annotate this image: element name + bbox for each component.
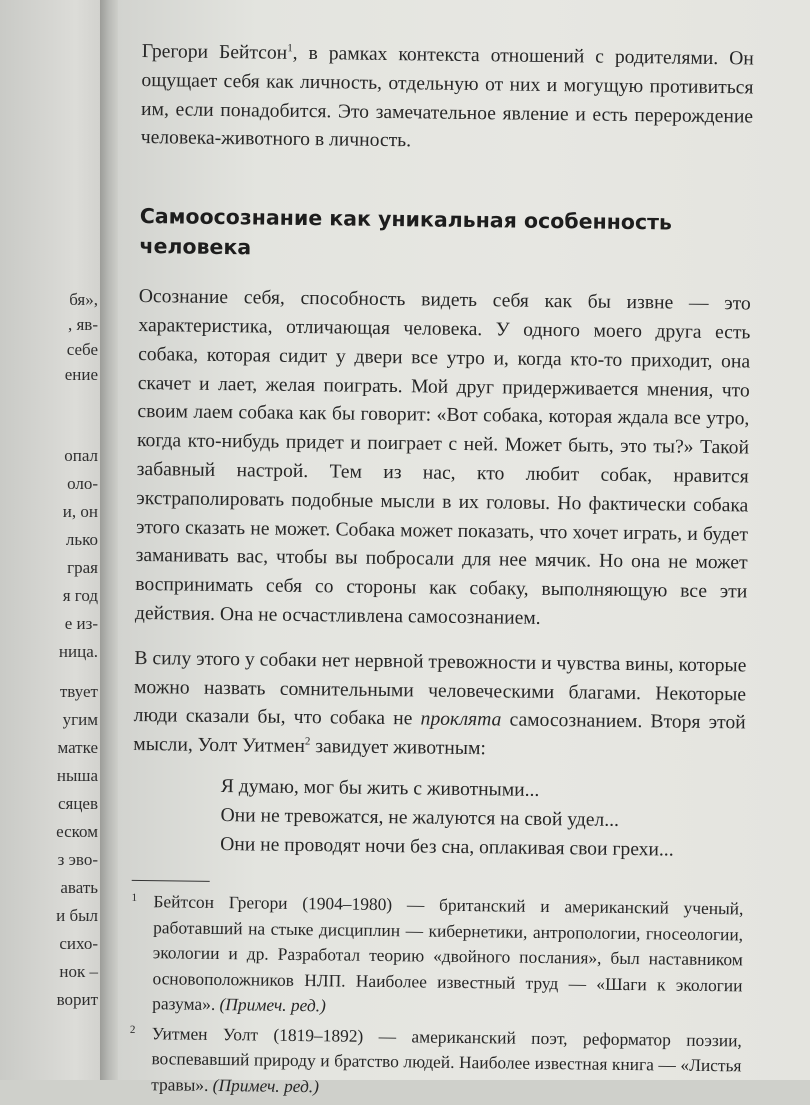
facing-page-fragment: твует — [59, 682, 98, 701]
emphasis-word: проклята — [420, 708, 502, 731]
facing-page-fragment: сяцев — [57, 794, 98, 813]
facing-page-fragment: авать — [60, 878, 98, 897]
facing-page-fragment: лько — [65, 530, 98, 549]
facing-page-fragment: грая — [67, 558, 98, 577]
facing-page — [0, 0, 108, 1080]
footnote-number: 2 — [129, 1023, 136, 1036]
editor-note: (Примеч. ред.) — [212, 1074, 320, 1097]
footnote-ref-1: 1 — [287, 42, 293, 55]
footnote-ref-2: 2 — [304, 735, 311, 748]
facing-page-fragment: оло- — [67, 474, 98, 493]
facing-page-fragment: опал — [64, 446, 98, 465]
poem-line: Они не проводят ночи без сна, оплакивая свои грехи... — [220, 833, 674, 861]
facing-page-fragment: и был — [56, 906, 98, 925]
footnote-1 — [130, 889, 744, 1024]
facing-page-fragment: и, он — [62, 502, 98, 521]
facing-page-fragment: еском — [56, 822, 98, 841]
facing-page-fragment: сихо- — [59, 934, 98, 953]
poem-line: Они не тревожатся, не жалуются на свой удел... — [220, 804, 620, 831]
facing-page-fragment: ница. — [58, 642, 98, 661]
facing-page-fragment: ворит — [56, 990, 98, 1009]
paragraph2-text-2: самосознанием. Вторя этой мысли, Уолт Уитмен — [133, 709, 746, 758]
footnote-divider — [132, 880, 210, 882]
facing-page-fragment: , яв- — [67, 315, 98, 334]
facing-page-fragment: угим — [62, 710, 98, 729]
facing-page-fragment: нок – — [59, 962, 98, 981]
facing-page-fragment: себе — [66, 340, 98, 359]
footnote-text: Бейтсон Грегори (1904–1980) — британский и американский ученый, работавший на стыке дисциплин — кибернетики, антропологии, гносеологии, экологии и др. Разработал теорию «двойного послания», был наставником основоположников НЛП. Наиболее известный труд — «Шаги к экологии разума». — [152, 891, 744, 1015]
facing-page-fragment: я год — [62, 586, 98, 605]
intro-text-end: , в рамках контекста отношений с родителями. Он ощущает себя как личность, отдельную от них и могущую противиться им, если понадобится. Это замечательное явление и есть перерождение человека-животного в личность. — [140, 42, 754, 152]
facing-page-fragment: ение — [64, 365, 98, 384]
facing-page-fragment: матке — [57, 738, 98, 757]
intro-paragraph — [141, 38, 754, 161]
facing-page-fragment: з эво- — [57, 850, 98, 869]
section-heading: Самоосознание как уникальная особенность человека — [139, 204, 673, 260]
page-content — [129, 38, 754, 1105]
intro-text-start: Грегори Бейтсон — [141, 40, 288, 64]
facing-page-fragment: ныша — [56, 766, 98, 785]
body-paragraph-2 — [133, 645, 746, 768]
paragraph2-text-1: В силу этого у собаки нет нервной тревожности и чувства вины, которые можно назвать сомнительными человеческими благами. Некоторые люди сказали бы, что собака не — [133, 647, 747, 730]
editor-note: (Примеч. ред.) — [219, 994, 326, 1016]
footnote-text: Уитмен Уолт (1819–1892) — американский поэт, реформатор поэзии, воспевавший природу и братство людей. Наиболее известная книга — «Листья травы». — [151, 1023, 742, 1095]
footnote-number: 1 — [131, 892, 138, 905]
paragraph2-text-3: завидует животным: — [310, 736, 487, 760]
footnote-2 — [129, 1021, 742, 1105]
facing-page-fragment: е из- — [64, 614, 98, 633]
body-paragraph-1: Осознание себя, способность видеть себя как бы извне — это характеристика, отличающая человека. У одного моего друга есть собака, которая сидит у двери все утро и, когда кто-то приходит, она скачет и лает, желая поиграть. Мой друг придерживается мнения, что своим лаем собака как бы говорит: «Вот собака, которая ждала все утро, когда кто-нибудь придет и поиграет с ней. Может быть, это ты?» Такой забавный настрой. Тем из нас, кто любит собак, нравится экстраполировать подобные мысли в их головы. Но фактически собака этого сказать не может. Собака может показать, что хочет играть, и будет заманивать вас, чтобы вы побросали для нее мячик. Но она не может воспринимать себя со стороны как собаку, выполняющую все эти действия. Она не осчастливлена самосознанием. — [134, 286, 751, 629]
facing-page-fragment: бя», — [69, 290, 98, 309]
poem-line: Я думаю, мог бы жить с животными... — [220, 775, 540, 801]
poem-quote — [220, 773, 745, 866]
